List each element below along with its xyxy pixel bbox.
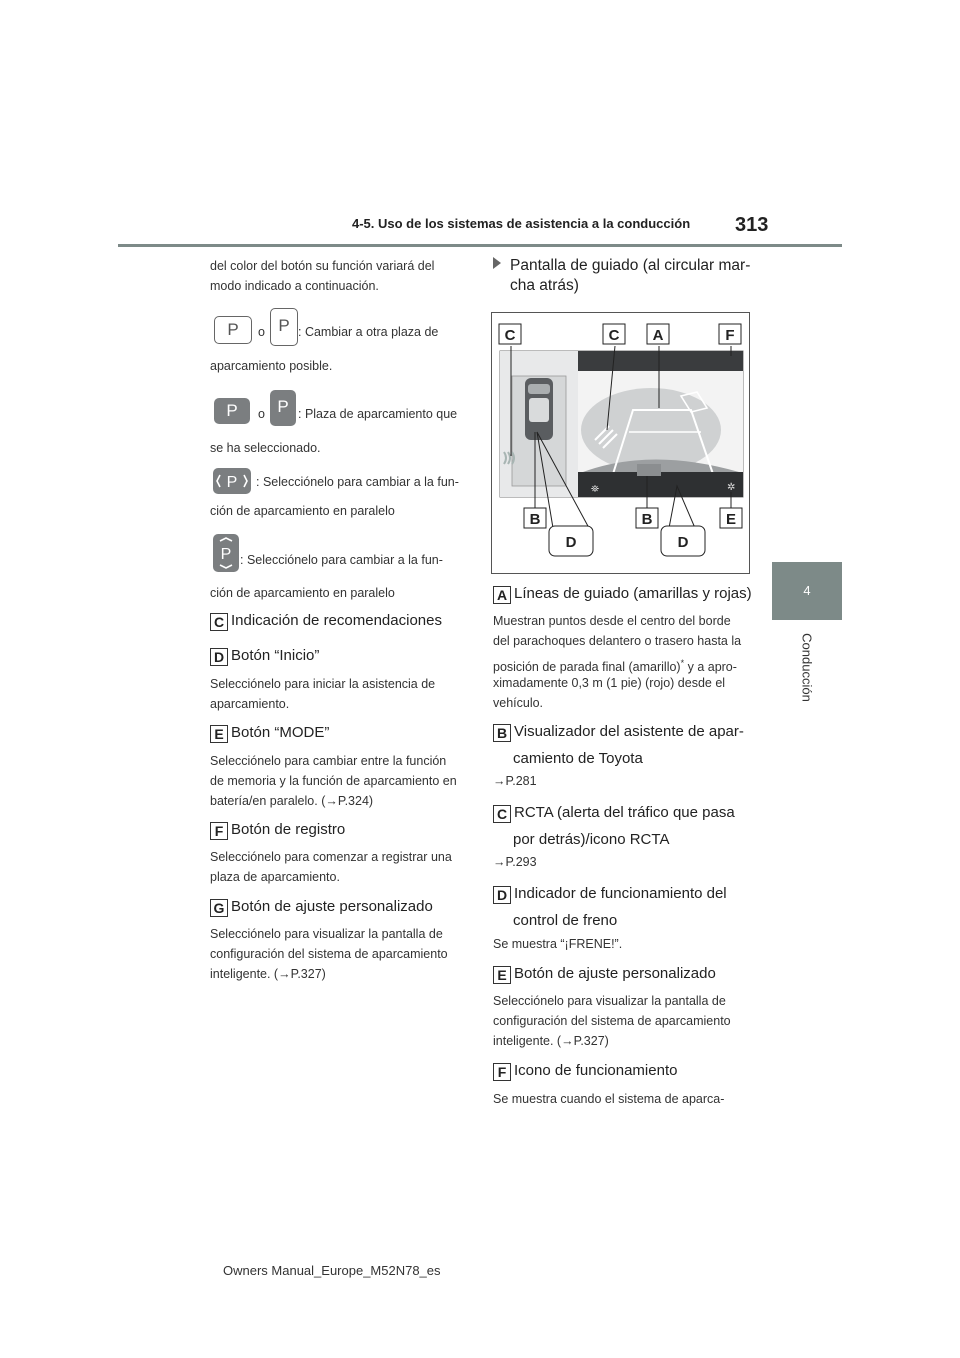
svg-text:P: P: [220, 546, 232, 563]
left-g-heading: G Botón de ajuste personalizado: [210, 897, 433, 917]
footer-text: Owners Manual_Europe_M52N78_es: [223, 1263, 441, 1278]
chapter-tab: 4: [772, 562, 842, 620]
callout-d-1: D: [565, 534, 577, 551]
guide-screen-illustration: [491, 312, 750, 574]
item2-text-2: se ha seleccionado.: [210, 441, 321, 455]
or-text-2: o: [258, 407, 265, 421]
callout-b-2: B: [641, 511, 653, 528]
svg-text:⛯: ⛯: [591, 484, 599, 495]
left-d-text-2: aparcamiento.: [210, 697, 290, 711]
right-heading-line-1: Pantalla de guiado (al circular mar-: [493, 256, 750, 276]
item4-text-2: ción de aparcamiento en paralelo: [210, 586, 395, 600]
p-outline-tall-icon: P: [270, 308, 298, 346]
callout-a: A: [652, 327, 664, 344]
label-f-icon-2: F: [493, 1063, 511, 1081]
callout-e: E: [725, 511, 737, 528]
left-f-text-2: plaza de aparcamiento.: [210, 870, 340, 884]
callout-c-1: C: [504, 327, 516, 344]
right-b-heading-2: camiento de Toyota: [513, 750, 643, 767]
item2-text-1: : Plaza de aparcamiento que: [298, 407, 458, 421]
triangle-bullet-icon: [493, 257, 501, 269]
item4-text-1: : Selecciónelo para cambiar a la fun-: [240, 553, 443, 567]
label-b-icon: B: [493, 724, 511, 742]
p-filled-tall-icon: P: [270, 390, 296, 426]
label-e-icon: E: [210, 725, 228, 743]
page-number: 313: [735, 214, 769, 236]
label-f-icon: F: [210, 822, 228, 840]
right-a-text-3: posición de parada final (amarillo)* y a apro-: [493, 658, 737, 675]
right-a-text-4: ximadamente 0,3 m (1 pie) (rojo) desde el: [493, 676, 726, 690]
right-a-text-2: del parachoques delantero o trasero hasta la: [493, 634, 742, 648]
left-g-text-1: Selecciónelo para visualizar la pantalla de: [210, 927, 443, 941]
right-e-text-3: inteligente. (→P.327): [493, 1034, 609, 1048]
left-c-heading: C Indicación de recomendaciones: [210, 611, 442, 631]
p-outline-wide-icon: P: [214, 316, 252, 344]
left-g-text-2: configuración del sistema de aparcamiento: [210, 947, 448, 961]
label-e-icon-2: E: [493, 966, 511, 984]
right-d-heading: D Indicador de funcionamiento del: [493, 884, 727, 904]
label-c-icon: C: [210, 613, 228, 631]
left-e-heading: E Botón “MODE”: [210, 723, 329, 743]
p-filled-wide-icon: P: [214, 398, 250, 424]
left-e-text-3: batería/en paralelo. (→P.324): [210, 794, 374, 808]
left-d-heading: D Botón “Inicio”: [210, 646, 319, 666]
right-c-heading-2: por detrás)/icono RCTA: [513, 831, 670, 848]
right-c-ref[interactable]: →P.293: [493, 855, 537, 869]
right-b-ref[interactable]: →P.281: [493, 774, 537, 788]
left-e-text-1: Selecciónelo para cambiar entre la función: [210, 754, 447, 768]
right-e-text-2: configuración del sistema de aparcamiento: [493, 1014, 731, 1028]
right-a-text-5: vehículo.: [493, 696, 544, 710]
right-e-heading: E Botón de ajuste personalizado: [493, 964, 716, 984]
item1-text-2: aparcamiento posible.: [210, 359, 333, 373]
right-c-heading: C RCTA (alerta del tráfico que pasa: [493, 803, 735, 823]
item3-text-1: : Selecciónelo para cambiar a la fun-: [256, 475, 459, 489]
header-rule: [118, 244, 842, 247]
label-d-icon: D: [210, 648, 228, 666]
right-f-heading: F Icono de funcionamiento: [493, 1061, 677, 1081]
svg-text:P: P: [226, 474, 238, 491]
label-g-icon: G: [210, 899, 228, 917]
right-b-heading: B Visualizador del asistente de apar-: [493, 722, 744, 742]
intro-line-1: del color del botón su función variará del: [210, 259, 435, 273]
parallel-parking-tall-icon: [213, 534, 239, 572]
parallel-parking-wide-icon: [213, 468, 251, 494]
callout-c-2: C: [608, 327, 620, 344]
callout-d-2: D: [677, 534, 689, 551]
or-text: o: [258, 325, 265, 339]
left-e-text-2: de memoria y la función de aparcamiento en: [210, 774, 457, 788]
right-a-heading: A Líneas de guiado (amarillas y rojas): [493, 584, 752, 604]
right-d-text-1: Se muestra “¡FRENE!”.: [493, 937, 623, 951]
right-f-text-1: Se muestra cuando el sistema de aparca-: [493, 1092, 725, 1106]
item3-text-2: ción de aparcamiento en paralelo: [210, 504, 395, 518]
svg-text:✲: ✲: [727, 482, 736, 493]
callout-b-1: B: [529, 511, 541, 528]
item1-text-1: : Cambiar a otra plaza de: [298, 325, 439, 339]
right-a-text-1: Muestran puntos desde el centro del borde: [493, 614, 731, 628]
right-heading-line-2: cha atrás): [510, 277, 579, 294]
left-d-text-1: Selecciónelo para iniciar la asistencia de: [210, 677, 436, 691]
right-d-heading-2: control de freno: [513, 912, 618, 929]
left-f-text-1: Selecciónelo para comenzar a registrar una: [210, 850, 452, 864]
section-title: 4-5. Uso de los sistemas de asistencia a la conducción: [352, 216, 691, 231]
callout-f: F: [725, 327, 735, 344]
right-e-text-1: Selecciónelo para visualizar la pantalla de: [493, 994, 726, 1008]
label-a-icon: A: [493, 586, 511, 604]
left-g-text-3: inteligente. (→P.327): [210, 967, 326, 981]
label-d-icon-2: D: [493, 886, 511, 904]
intro-line-2: modo indicado a continuación.: [210, 279, 379, 293]
chapter-name: Conducción: [799, 633, 815, 702]
left-f-heading: F Botón de registro: [210, 820, 345, 840]
label-c-icon-2: C: [493, 805, 511, 823]
